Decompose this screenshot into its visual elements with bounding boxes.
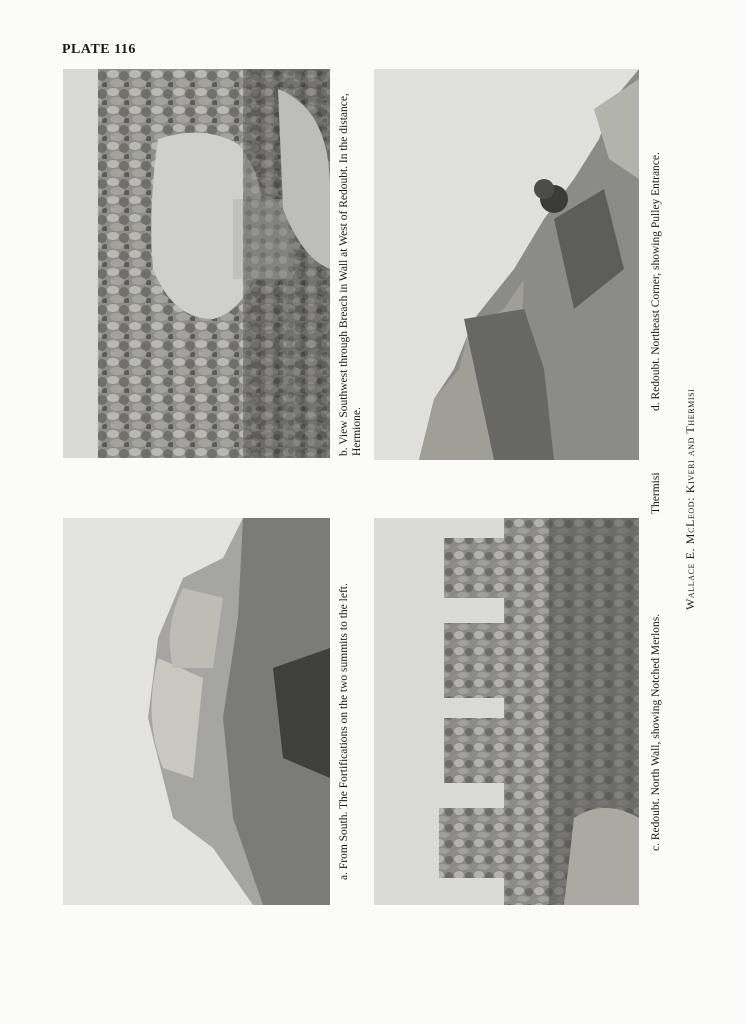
site-label: Thermisi [650, 472, 662, 514]
photo-c-notched-merlons [374, 518, 639, 905]
plate-label: PLATE 116 [62, 42, 136, 57]
photo-a-from-south [63, 518, 330, 905]
caption-d: d. Redoubt. Northeast Corner, showing Pulley Entrance. [650, 152, 662, 411]
photo-d-northeast-corner [374, 69, 639, 460]
plate-credit: Wallace E. McLeod: Kiveri and Thermisi [683, 388, 697, 610]
caption-c: c. Redoubt. North Wall, showing Notched Merlons. [650, 613, 662, 851]
caption-b: b. View Southwest through Breach in Wall at West of Redoubt. In the distance, Hermione. [338, 93, 363, 456]
caption-a: a. From South. The Fortifications on the two summits to the left. [338, 583, 350, 880]
photo-b-wall-breach [63, 69, 330, 458]
